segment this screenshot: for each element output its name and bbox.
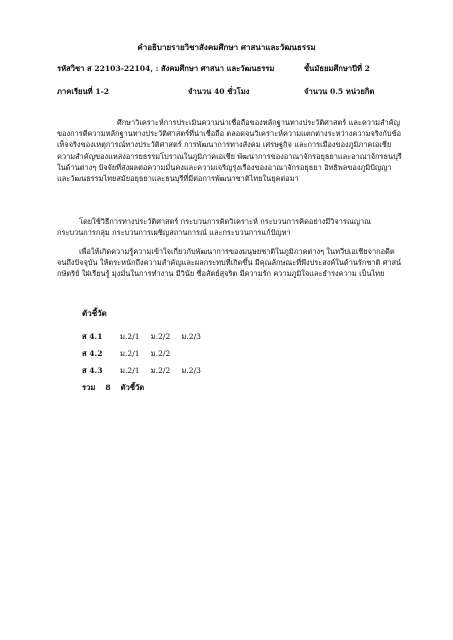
total-unit: ตัวชี้วัด [120, 382, 145, 392]
indicator-code: ส 4.2 [82, 348, 103, 358]
description-paragraph-3: เพื่อให้เกิดความรู้ความเข้าใจเกี่ยวกับพัฒนาการของมนุษยชาติในภูมิภาคต่างๆ ในทวีปเอเชียจากอดีตจนถึงปัจจุบัน ให้ตระหนักถึงความสำคัญและผลกระทบที่เกิดขึ้น มีคุณลักษณะที่พึงประสงค์ในด้านรักชาติ ศาสน์ กษัตริย์ ใฝ่เรียนรู้ มุ่งมั่นในการทำงาน มีวินัย ซื่อสัตย์สุจริต มีความรัก ความภูมิใจและธำรงความ เป็นไทย [57, 247, 402, 279]
indicator-row [82, 362, 212, 379]
grade-level: ชั้นมัธยมศึกษาปีที่ 2 [304, 64, 370, 73]
indicators-total [82, 379, 212, 396]
indicator-item: ม.2/1 [120, 365, 140, 375]
indicator-item: ม.2/1 [120, 331, 140, 341]
indicator-code: ส 4.3 [82, 365, 103, 375]
indicator-item: ม.2/2 [150, 365, 171, 375]
description-paragraph-2: โดยใช้วิธีการทางประวัติศาสตร์ กระบวนการคิดวิเคราะห์ กระบวนการคิดอย่างมีวิจารณญาณ กระบวนการกลุ่ม กระบวนการเผชิญสถานการณ์ และกระบวนการแก้ปัญหา [57, 217, 372, 238]
total-label: รวม [82, 382, 96, 392]
hours: จำนวน 40 ชั่วโมง [188, 87, 250, 96]
credits: จำนวน 0.5 หน่วยกิต [304, 87, 375, 96]
indicator-item: ม.2/3 [181, 331, 201, 341]
indicator-item: ม.2/2 [150, 348, 171, 358]
semester: ภาคเรียนที่ 1-2 [57, 87, 110, 96]
indicator-item: ม.2/3 [181, 365, 201, 375]
indicator-code: ส 4.1 [82, 331, 103, 341]
indicator-row [82, 328, 212, 345]
document-title: คำอธิบายรายวิชาสังคมศึกษา ศาสนาและวัฒนธรรม [137, 42, 316, 52]
indicators-title: ตัวชี้วัด [82, 308, 107, 318]
total-count: 8 [105, 383, 111, 392]
indicator-item: ม.2/1 [120, 348, 140, 358]
indicator-row [82, 345, 212, 362]
course-code: รหัสวิชา ส 22103-22104, : สังคมศึกษา ศาสนา และวัฒนธรรม [57, 64, 275, 73]
indicators-section [82, 307, 212, 396]
description-paragraph-1: ศึกษาวิเคราะห์การประเมินความน่าเชื่อถือของหลักฐานทางประวัติศาสตร์ และความสำคัญของการตีความหลักฐานทางประวัติศาสตร์ที่น่าเชื่อถือ ตลอดจนวิเคราะห์ความแตกต่างระหว่างความจริงกับข้อเท็จจริงของเหตุการณ์ทางประวัติศาสตร์ การพัฒนาการทางสังคม เศรษฐกิจ และการเมืองของภูมิภาคเอเชีย ความสำคัญของแหล่งอารยธรรมโบราณในภูมิภาคเอเชีย พัฒนาการของอาณาจักรอยุธยาและอาณาจักรธนบุรีในด้านต่างๆ ปัจจัยที่ส่งผลต่อความมั่นคงและความเจริญรุ่งเรืองของอาณาจักรอยุธยา อิทธิพลของภูมิปัญญาและวัฒนธรรมไทยสมัยอยุธยาและธนบุรีที่มีต่อการพัฒนาชาติไทยในยุคต่อมา [57, 118, 402, 184]
indicator-item: ม.2/2 [150, 331, 171, 341]
